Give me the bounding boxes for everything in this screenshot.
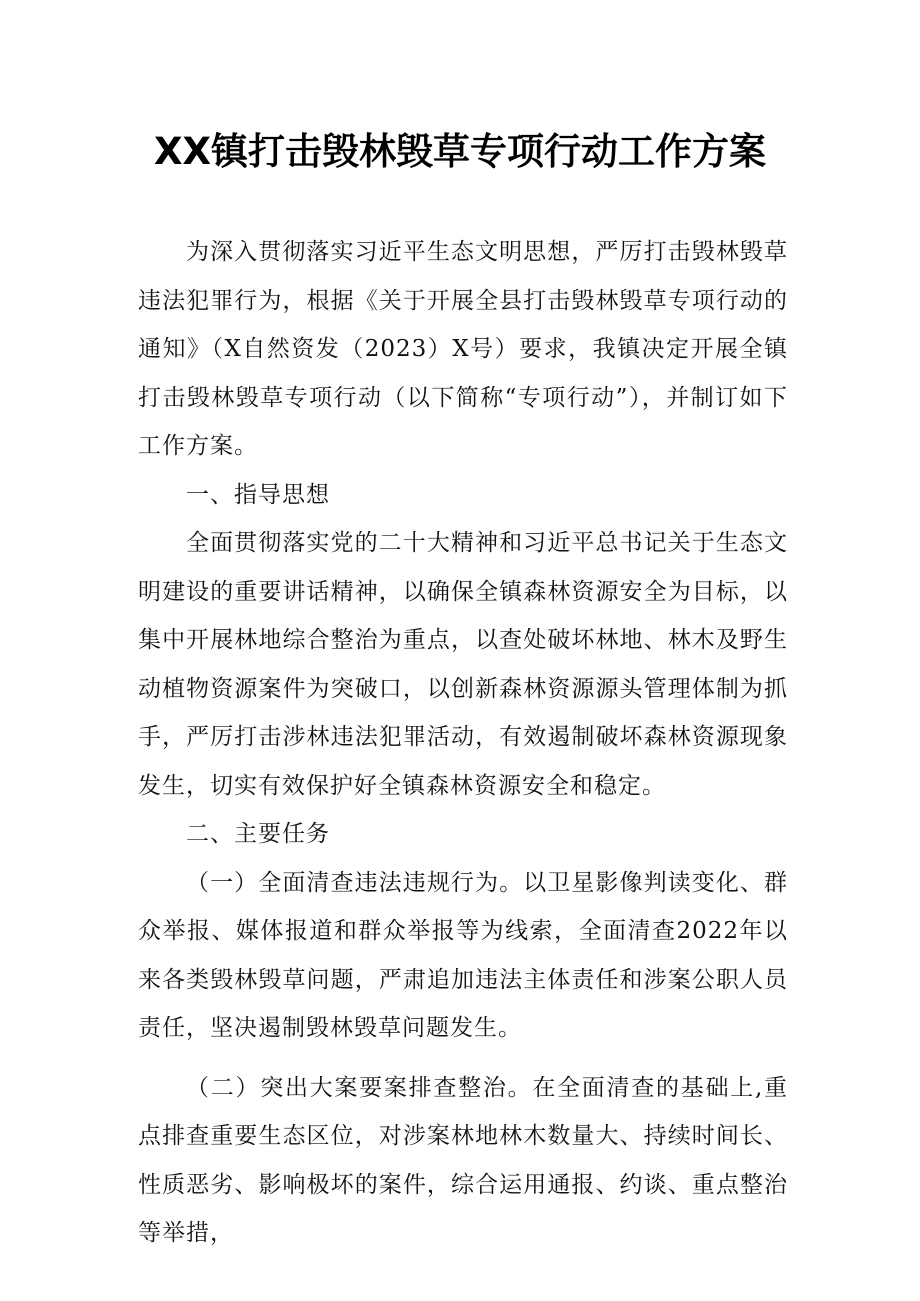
task-one-paragraph: （一）全面清查违法违规行为。以卫星影像判读变化、群众举报、媒体报道和群众举报等为线索，全面清查2022年以来各类毁林毁草问题，严肃追加违法主体责任和涉案公职人员责任，坚决遏制毁林毁草问题发生。 bbox=[138, 869, 788, 1041]
document-title: XX镇打击毁林毁草专项行动工作方案 bbox=[153, 130, 767, 173]
task-two-paragraph: （二）突出大案要案排查整治。在全面清查的基础上,重点排查重要生态区位，对涉案林地林木数量大、持续时间长、性质恶劣、影响极坏的案件，综合运用通报、约谈、重点整治等举措， bbox=[138, 1074, 788, 1246]
section-heading-main-tasks: 二、主要任务 bbox=[186, 821, 330, 847]
section-heading-guiding-thought: 一、指导思想 bbox=[186, 481, 330, 508]
intro-paragraph: 为深入贯彻落实习近平生态文明思想，严厉打击毁林毁草违法犯罪行为，根据《关于开展全县打击毁林毁草专项行动的通知》（X自然资发（2023）X号）要求，我镇决定开展全镇打击毁林毁草专项行动（以下简称“专项行动”），并制订如下工作方案。 bbox=[138, 239, 788, 459]
document-body bbox=[138, 228, 788, 1258]
guiding-thought-paragraph: 全面贯彻落实党的二十大精神和习近平总书记关于生态文明建设的重要讲话精神，以确保全镇森林资源安全为目标，以集中开展林地综合整治为重点，以查处破坏林地、林木及野生动植物资源案件为突破口，以创新森林资源源头管理体制为抓手，严厉打击涉林违法犯罪活动，有效遏制破坏森林资源现象发生，切实有效保护好全镇森林资源安全和稳定。 bbox=[138, 530, 788, 799]
